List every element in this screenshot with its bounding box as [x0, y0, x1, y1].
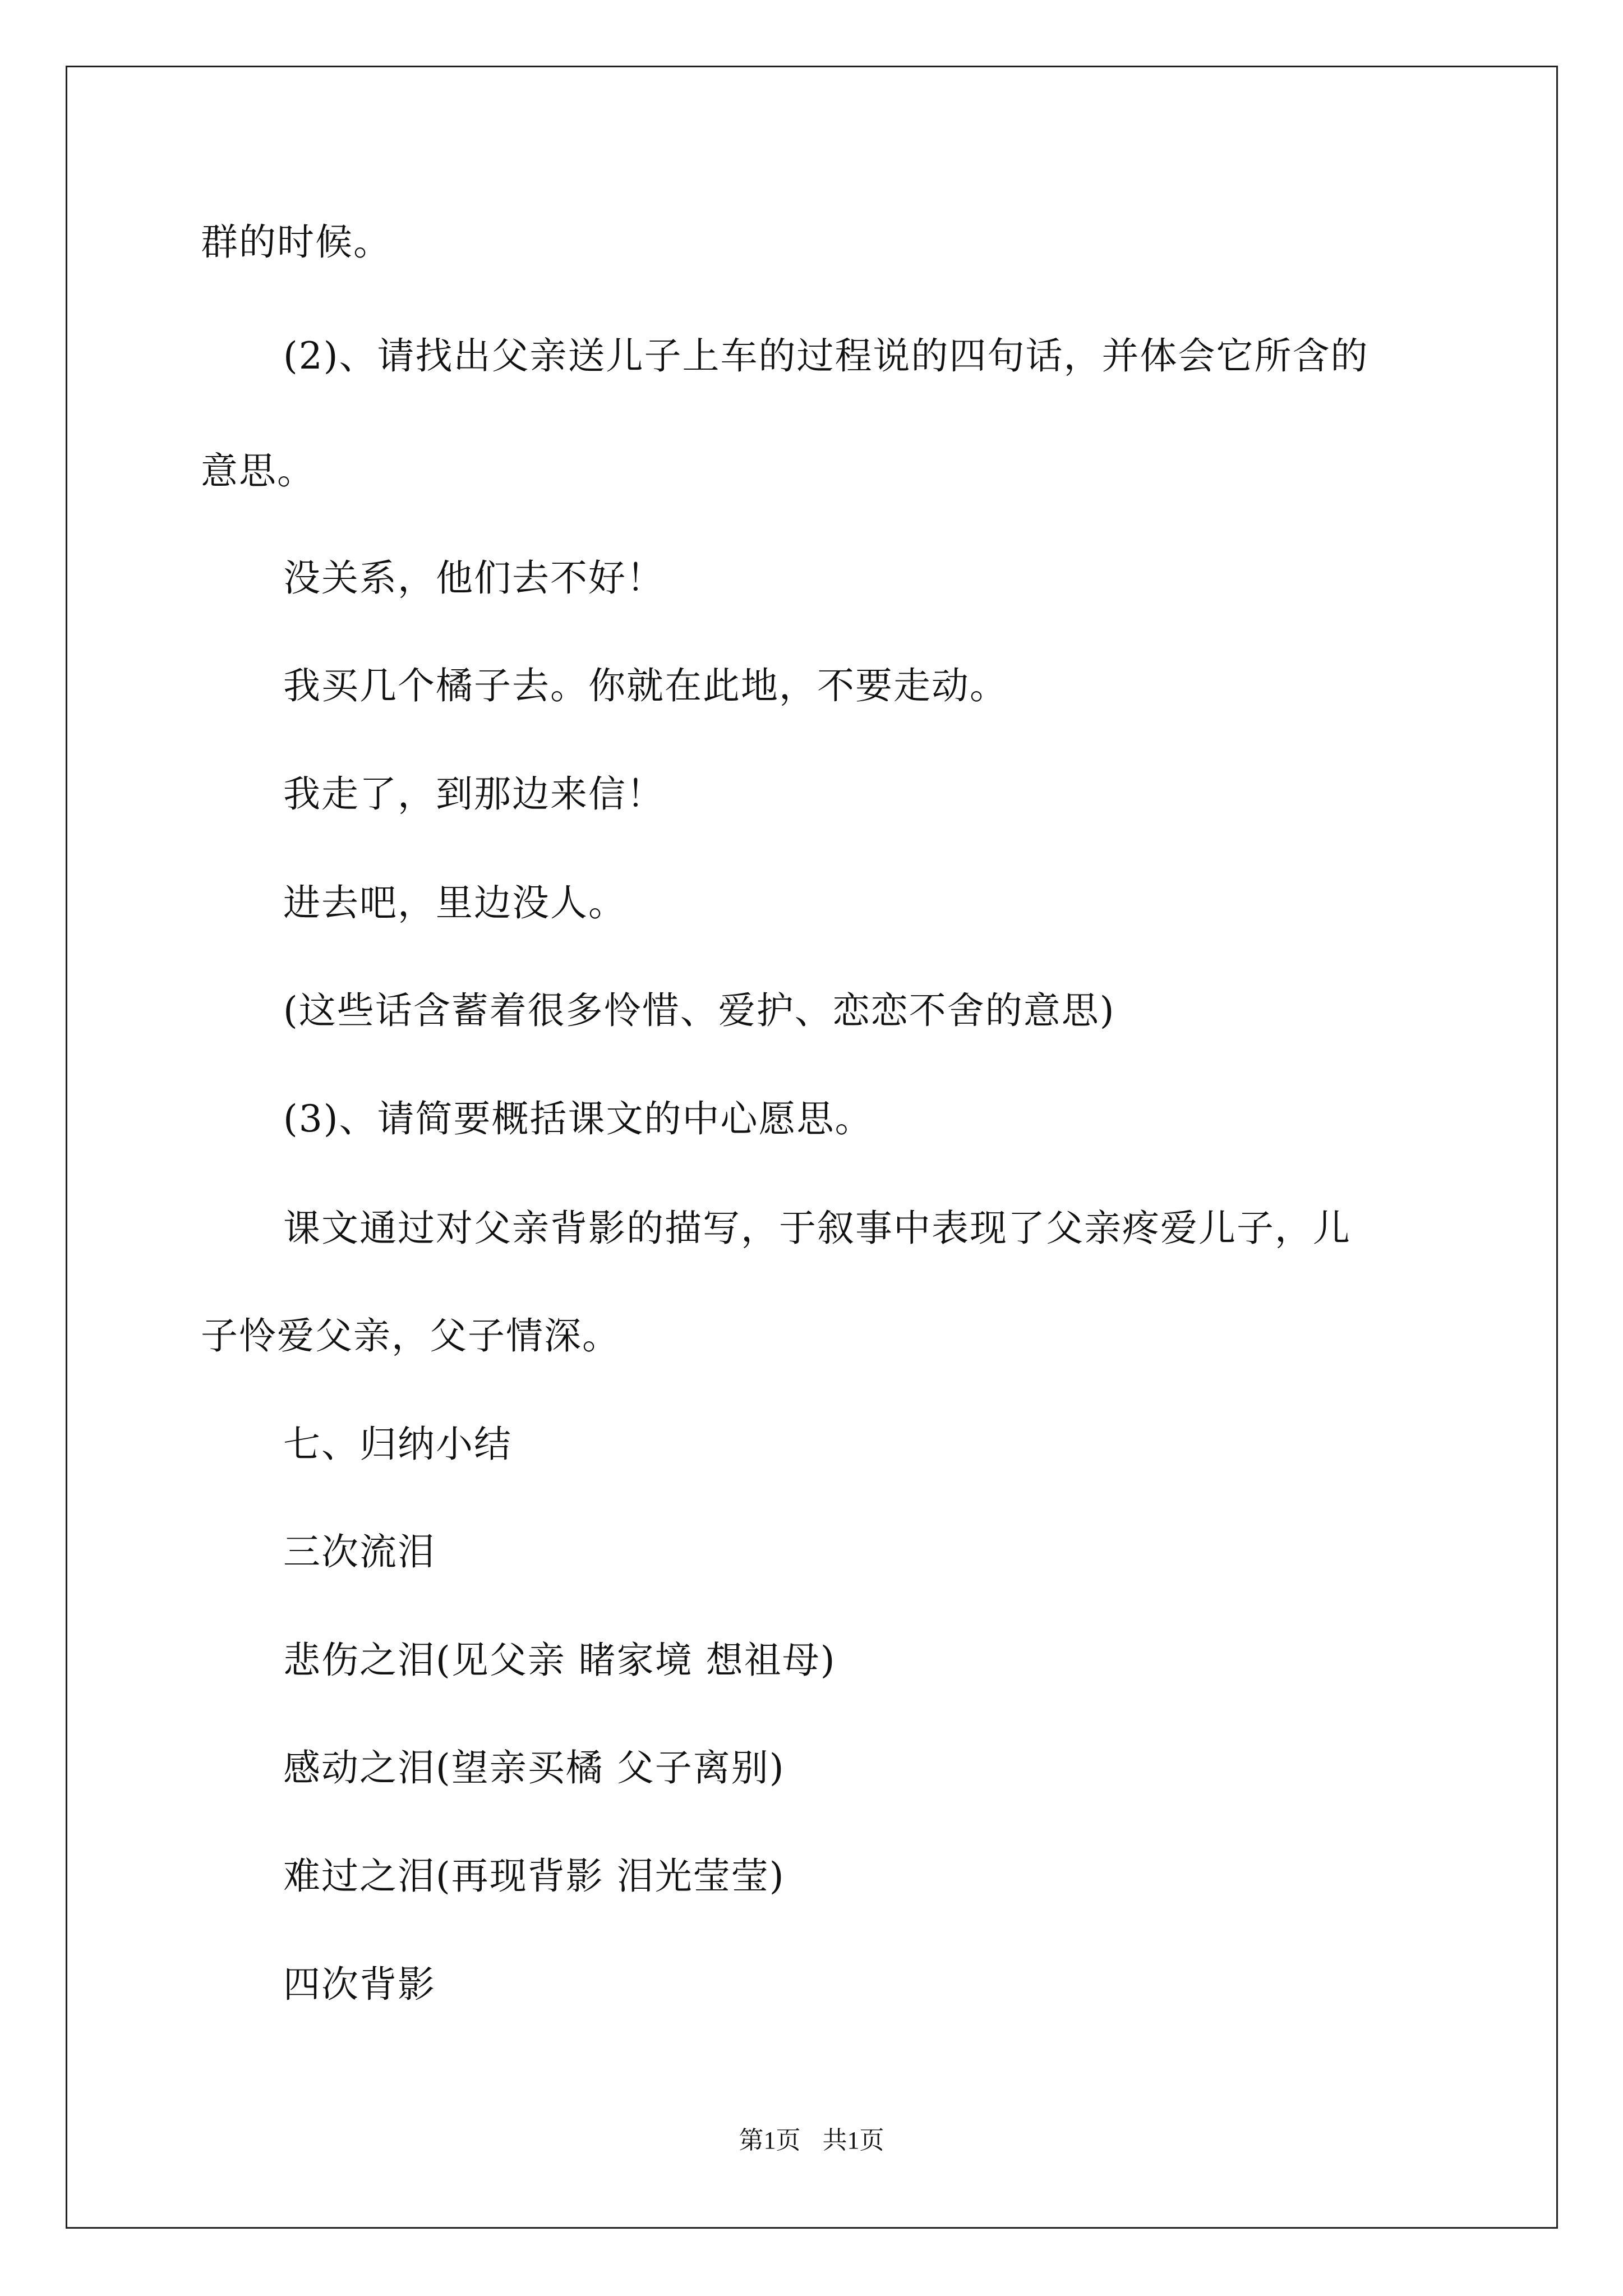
text-line: 四次背影 — [283, 1963, 436, 2006]
text-line: 意思。 — [201, 449, 315, 493]
text-line: 悲伤之泪(见父亲 睹家境 想祖母) — [283, 1639, 836, 1682]
page-total: 共1页 — [822, 2127, 884, 2154]
text-line: 课文通过对父亲背影的描写，于叙事中表现了父亲疼爱儿子，儿 — [283, 1207, 1351, 1250]
text-line: 子怜爱父亲，父子情深。 — [201, 1314, 620, 1358]
text-line: 我买几个橘子去。你就在此地，不要走动。 — [283, 664, 1008, 707]
text-line: 没关系，他们去不好！ — [283, 556, 665, 600]
page-number: 第1页 — [739, 2127, 801, 2154]
text-line: 难过之泪(再现背影 泪光莹莹) — [283, 1855, 785, 1898]
page-border — [66, 66, 1558, 2229]
text-line: (3)、请简要概括课文的中心愿思。 — [283, 1097, 873, 1140]
text-line: 群的时候。 — [201, 220, 391, 264]
text-line: (这些话含蓄着很多怜惜、爱护、恋恋不舍的意思) — [283, 989, 1115, 1032]
text-line: 进去吧，里边没人。 — [283, 881, 626, 924]
text-line: (2)、请找出父亲送儿子上车的过程说的四句话，并体会它所含的 — [283, 334, 1369, 378]
text-line: 我走了，到那边来信！ — [283, 772, 665, 816]
text-line: 七、归纳小结 — [283, 1423, 512, 1466]
text-line: 感动之泪(望亲买橘 父子离别) — [283, 1746, 785, 1789]
page-footer — [0, 2125, 1623, 2156]
text-line: 三次流泪 — [283, 1530, 436, 1573]
